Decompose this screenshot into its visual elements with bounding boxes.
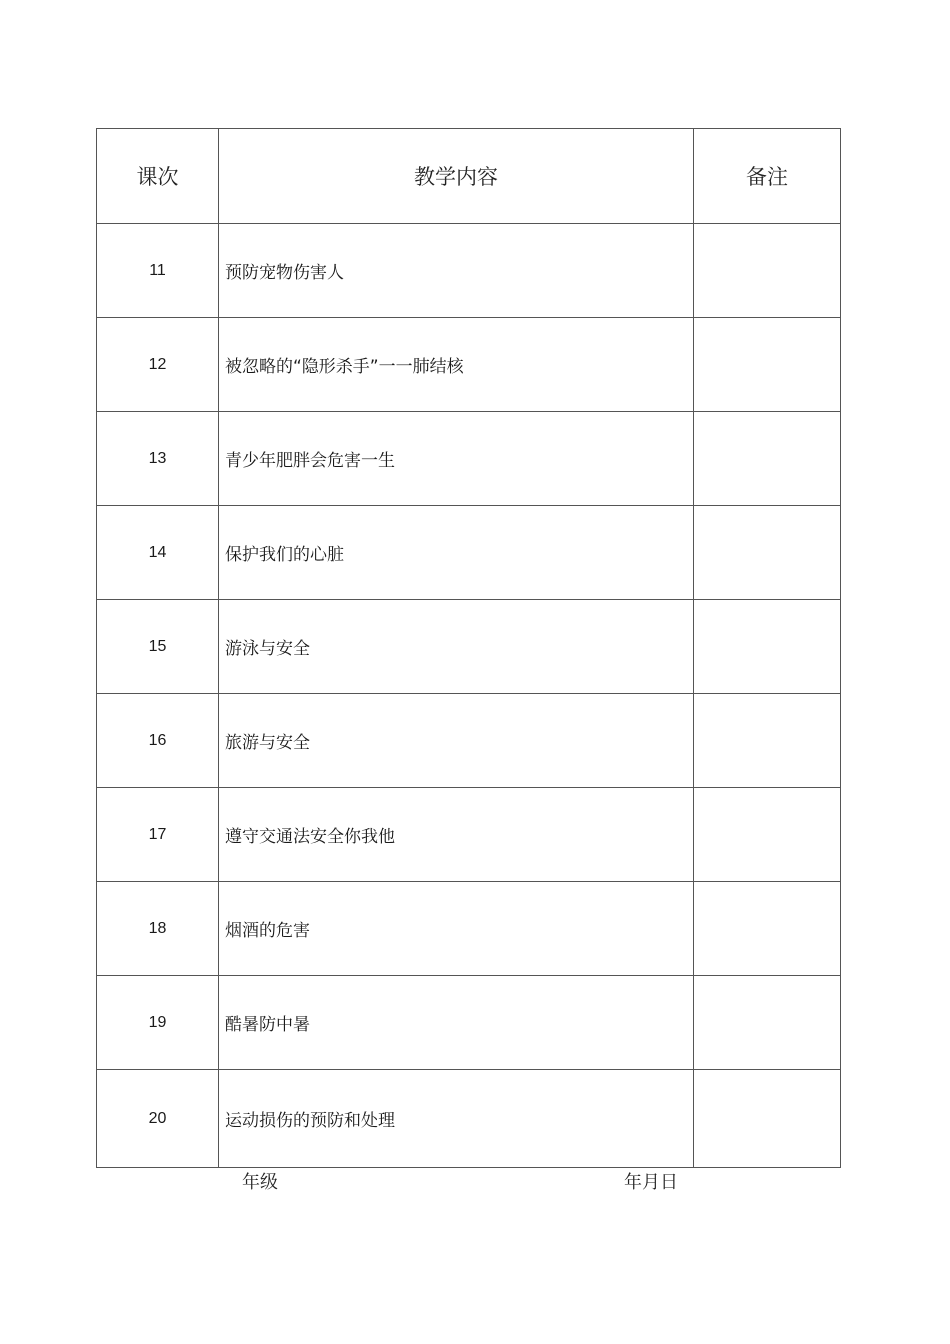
table-row	[97, 788, 841, 882]
grade-label: 年级	[242, 1172, 278, 1193]
lesson-content: 青少年肥胖会危害一生	[219, 412, 694, 506]
table-row	[97, 506, 841, 600]
lesson-notes	[694, 1070, 841, 1168]
lesson-content: 预防宠物伤害人	[219, 224, 694, 318]
lesson-notes	[694, 506, 841, 600]
table-row	[97, 694, 841, 788]
table-row	[97, 412, 841, 506]
lesson-number: 15	[97, 600, 219, 694]
lesson-number: 11	[97, 224, 219, 318]
lesson-content: 酷暑防中暑	[219, 976, 694, 1070]
lesson-number: 14	[97, 506, 219, 600]
table-row	[97, 318, 841, 412]
lesson-content: 旅游与安全	[219, 694, 694, 788]
lesson-content: 保护我们的心脏	[219, 506, 694, 600]
lesson-number: 12	[97, 318, 219, 412]
lesson-number: 19	[97, 976, 219, 1070]
lesson-content: 被忽略的“隐形杀手”一一肺结核	[219, 318, 694, 412]
header-lesson: 课次	[97, 129, 219, 224]
table-row	[97, 600, 841, 694]
lesson-notes	[694, 788, 841, 882]
lesson-notes	[694, 318, 841, 412]
lesson-number: 17	[97, 788, 219, 882]
lesson-number: 13	[97, 412, 219, 506]
lesson-notes	[694, 976, 841, 1070]
header-notes: 备注	[694, 129, 841, 224]
lesson-notes	[694, 600, 841, 694]
header-content: 教学内容	[219, 129, 694, 224]
lesson-content: 遵守交通法安全你我他	[219, 788, 694, 882]
lesson-notes	[694, 224, 841, 318]
lesson-number: 18	[97, 882, 219, 976]
date-label: 年月日	[624, 1172, 678, 1193]
lesson-content: 烟酒的危害	[219, 882, 694, 976]
lesson-notes	[694, 412, 841, 506]
table-row	[97, 976, 841, 1070]
table-header-row	[97, 129, 841, 224]
lesson-number: 16	[97, 694, 219, 788]
table-row	[97, 224, 841, 318]
lesson-content: 游泳与安全	[219, 600, 694, 694]
lesson-number: 20	[97, 1070, 219, 1168]
lesson-notes	[694, 882, 841, 976]
table-row	[97, 882, 841, 976]
lesson-notes	[694, 694, 841, 788]
table-row	[97, 1070, 841, 1168]
lesson-content: 运动损伤的预防和处理	[219, 1070, 694, 1168]
lesson-plan-table	[96, 128, 841, 1168]
